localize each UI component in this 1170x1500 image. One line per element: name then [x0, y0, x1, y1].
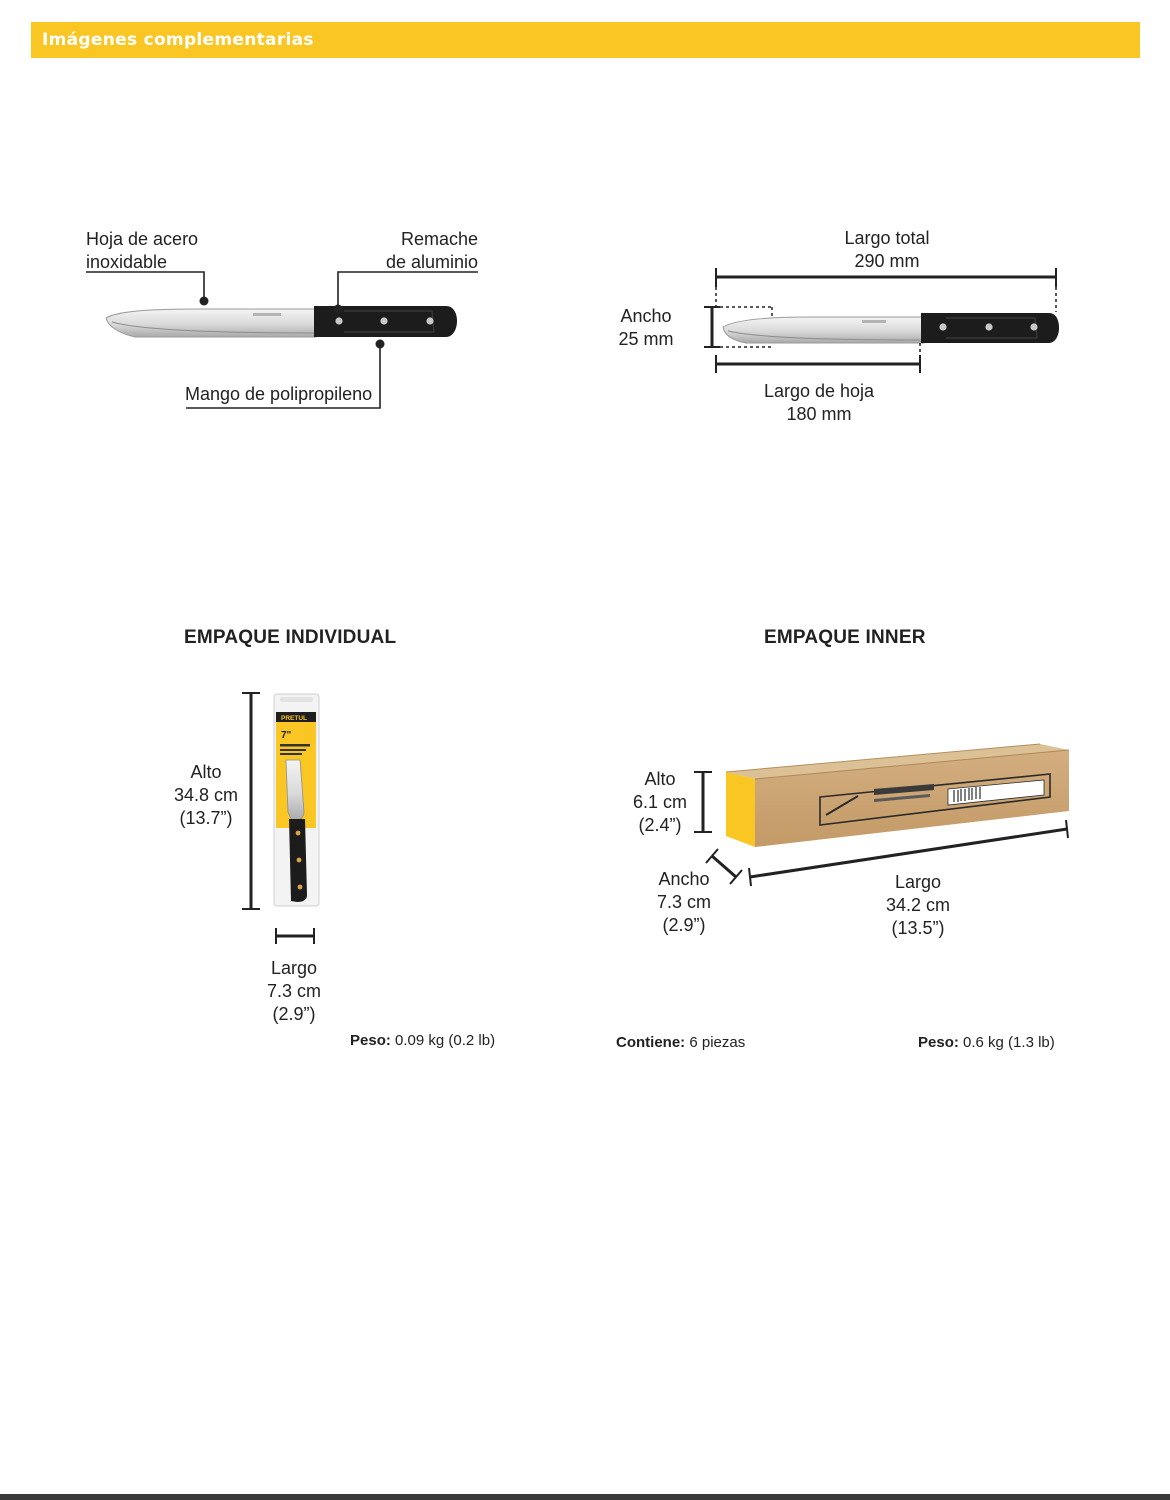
blade-length-label: Largo de hoja 180 mm [763, 381, 875, 424]
rivet-material-label: Remache de aluminio [385, 229, 478, 272]
svg-text:PRETUL: PRETUL [281, 715, 307, 722]
knife-dimensions-illustration [723, 313, 1059, 343]
inner-width-label: Ancho 7.3 cm (2.9”) [656, 869, 712, 935]
handle-material-label: Mango de polipropileno [185, 384, 373, 404]
blade-width-label: Ancho 25 mm [618, 306, 674, 349]
section-title: Imágenes complementarias [42, 30, 314, 50]
inner-height-label: Alto 6.1 cm (2.4”) [632, 769, 688, 835]
individual-height-label: Alto 34.8 cm (13.7”) [173, 762, 239, 828]
inner-contents: Contiene: 6 piezas [616, 1034, 746, 1051]
individual-package-illustration [274, 694, 319, 906]
handle-callout-dot [376, 340, 385, 349]
knife-features-illustration [106, 306, 457, 337]
individual-length-label: Largo 7.3 cm (2.9”) [266, 958, 322, 1024]
blade-material-label: Hoja de acero inoxidable [86, 229, 199, 272]
svg-text:7": 7" [281, 730, 292, 741]
inner-length-label: Largo 34.2 cm (13.5”) [885, 872, 951, 938]
inner-package-heading: EMPAQUE INNER [764, 627, 926, 648]
rivet-callout-dot [334, 305, 343, 314]
inner-weight: Peso: 0.6 kg (1.3 lb) [918, 1034, 1055, 1051]
individual-package-heading: EMPAQUE INDIVIDUAL [184, 627, 397, 648]
inner-box-illustration [726, 744, 1069, 847]
blade-callout-dot [200, 297, 209, 306]
individual-weight: Peso: 0.09 kg (0.2 lb) [350, 1032, 496, 1049]
footer-bar [0, 1494, 1170, 1500]
total-length-label: Largo total 290 mm [844, 228, 930, 271]
